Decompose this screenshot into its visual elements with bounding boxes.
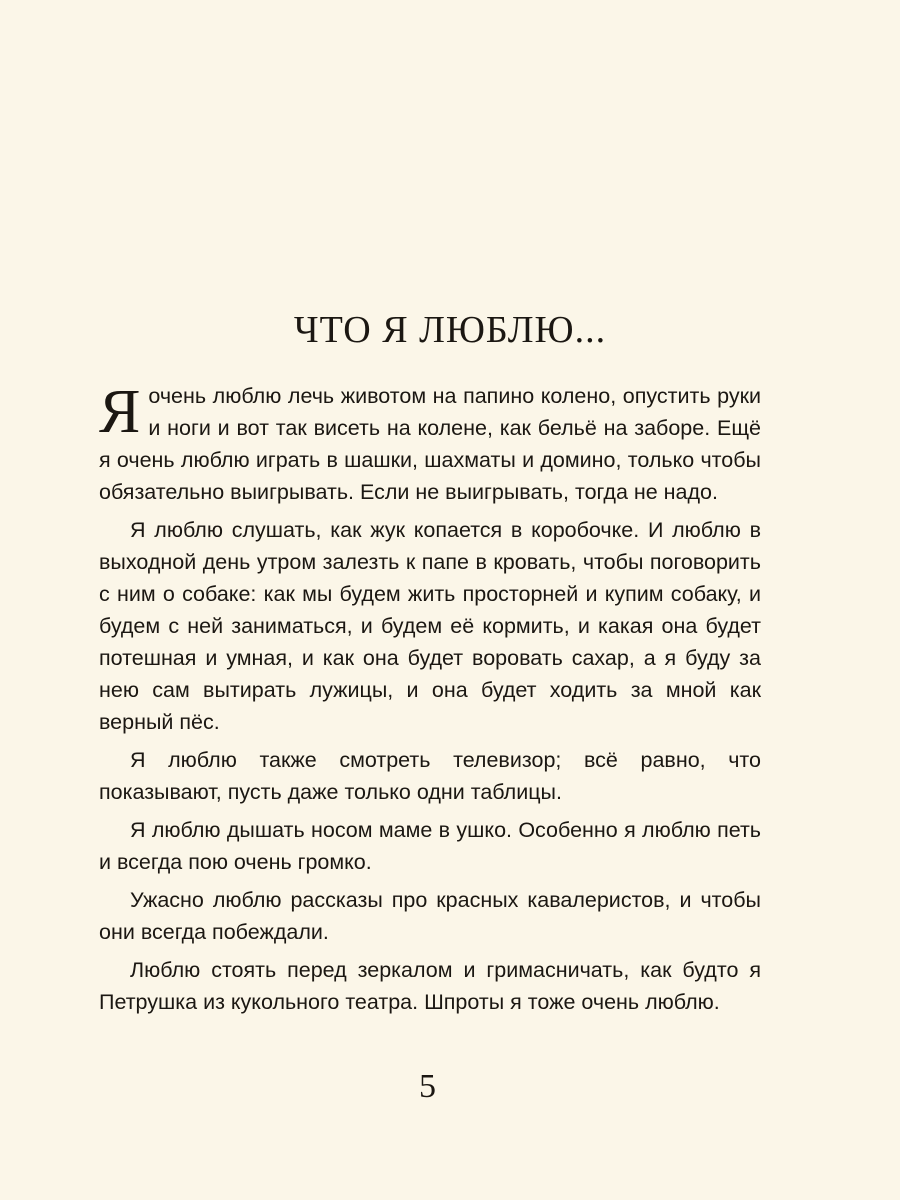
page-number: 5: [419, 1068, 436, 1105]
chapter-text: [99, 380, 761, 1024]
paragraph-3: Я люблю также смотреть телевизор; всё равно, что показывают, пусть даже только одни таблицы.: [99, 748, 761, 804]
chapter-title: ЧТО Я ЛЮБЛЮ...: [293, 309, 607, 351]
paragraph-6: Люблю стоять перед зеркалом и гримасничать, как будто я Петрушка из кукольного театра. Шпроты я тоже очень люблю.: [99, 958, 761, 1014]
paragraph-1: [99, 380, 761, 508]
paragraph-1-text: очень люблю лечь животом на папино колено, опустить руки и ноги и вот так висеть на колене, как бельё на заборе. Ещё я очень люблю играть в шашки, шахматы и домино, только чтобы обязательно выигрывать. Если не выигрывать, тогда не надо.: [99, 384, 761, 504]
paragraph-5: Ужасно люблю рассказы про красных кавалеристов, и чтобы они всегда побеждали.: [99, 888, 761, 944]
paragraph-4: Я люблю дышать носом маме в ушко. Особенно я люблю петь и всегда пою очень громко.: [99, 818, 761, 874]
paragraph-2: Я люблю слушать, как жук копается в коробочке. И люблю в выходной день утром залезть к папе в кровать, чтобы поговорить с ним о собаке: как мы будем жить просторней и купим собаку, и будем с ней заниматься, и будем её кормить, и какая она будет потешная и умная, и как она будет воровать сахар, а я буду за нею сам вытирать лужицы, и она будет ходить за мной как верный пёс.: [99, 518, 761, 734]
drop-cap: Я: [99, 378, 141, 446]
